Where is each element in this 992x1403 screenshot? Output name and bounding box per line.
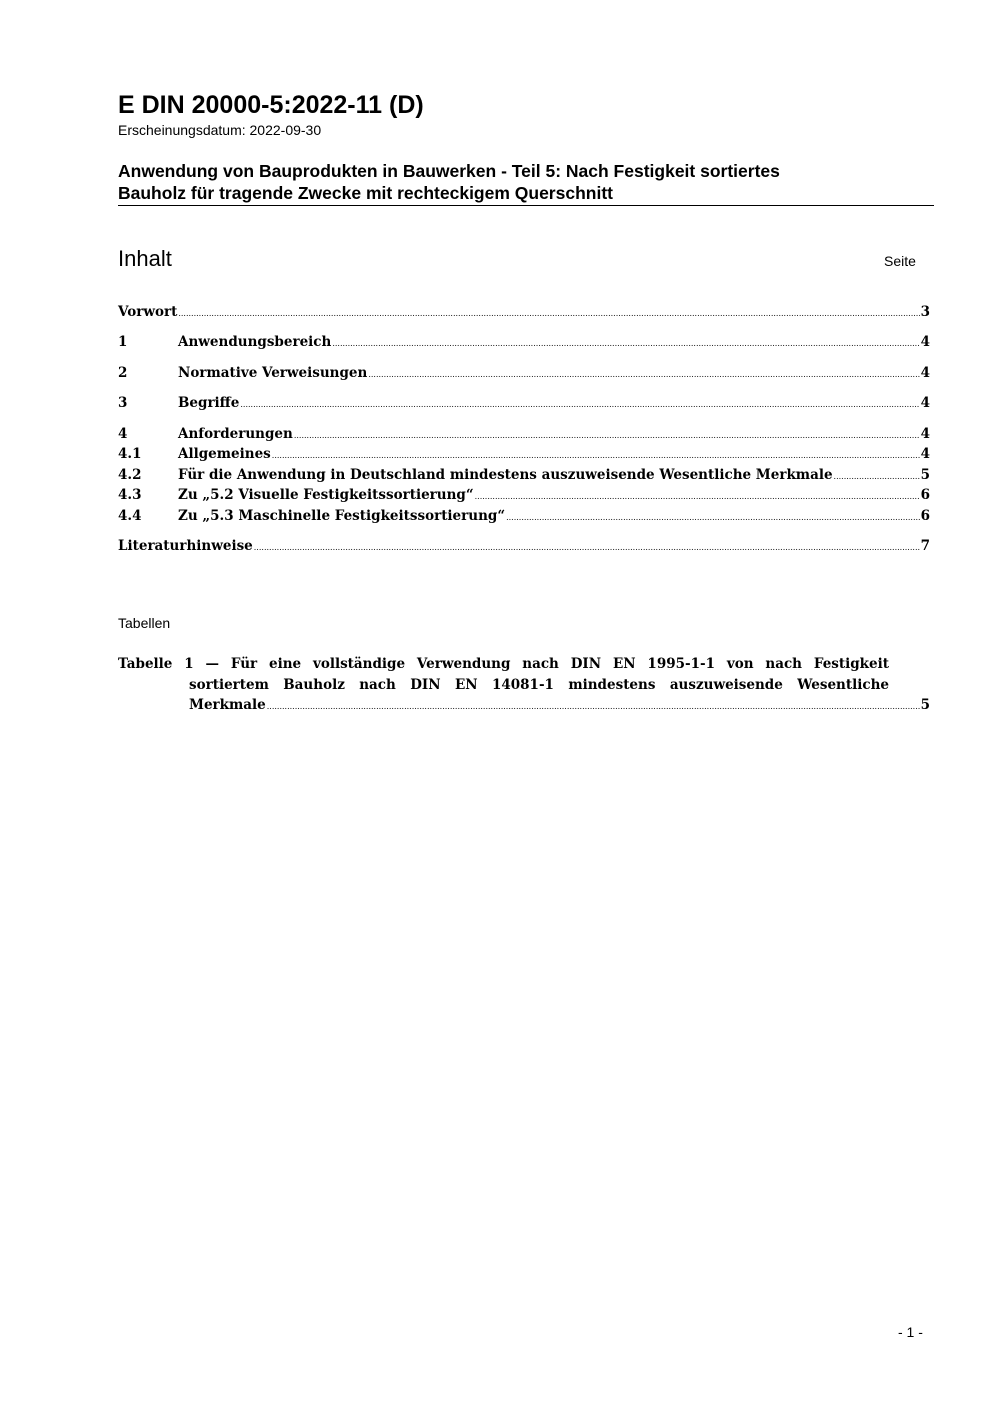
toc-entry-normative-verweisungen[interactable] bbox=[118, 363, 930, 383]
toc-entry-text: Für die Anwendung in Deutschland mindestens auszuweisende Wesentliche Merkmale bbox=[178, 467, 833, 483]
toc-leader-dots bbox=[272, 444, 920, 466]
toc-entry-page: 4 bbox=[920, 426, 930, 442]
toc-entry-number: 4.1 bbox=[118, 446, 142, 462]
toc-entry-number: 1 bbox=[118, 334, 128, 350]
toc-leader-dots bbox=[254, 536, 920, 558]
table-entry-page: 5 bbox=[920, 697, 930, 713]
toc-entry-page: 7 bbox=[920, 538, 930, 554]
publication-date: Erscheinungsdatum: 2022-09-30 bbox=[118, 122, 322, 138]
toc-entry-page: 6 bbox=[920, 487, 930, 503]
toc-entry-number: 4.3 bbox=[118, 487, 142, 503]
toc-leader-dots bbox=[332, 332, 919, 354]
toc-entry-page: 4 bbox=[920, 395, 930, 411]
toc-heading: Inhalt bbox=[118, 246, 172, 271]
toc-entry-allgemeines[interactable] bbox=[118, 444, 930, 464]
toc-entry-maschinelle-sortierung[interactable] bbox=[118, 506, 930, 526]
document-id: E DIN 20000-5:2022-11 (D) bbox=[118, 91, 424, 119]
toc-entry-page: 6 bbox=[920, 508, 930, 524]
toc-leader-dots bbox=[834, 465, 920, 487]
toc-leader-dots bbox=[506, 506, 920, 528]
toc-entry-text: Begriffe bbox=[178, 395, 240, 411]
table-entry-line-2: sortiertem Bauholz nach DIN EN 14081-1 mindestens auszuweisende Wesentliche bbox=[189, 676, 889, 693]
toc-entry-anwendungsbereich[interactable] bbox=[118, 332, 930, 352]
toc-entry-text: Anforderungen bbox=[178, 426, 293, 442]
toc-entry-vorwort[interactable] bbox=[118, 302, 930, 322]
tables-heading: Tabellen bbox=[118, 615, 171, 631]
toc-entry-page: 4 bbox=[920, 334, 930, 350]
toc-leader-dots bbox=[368, 363, 919, 385]
toc-entry-number: 3 bbox=[118, 395, 128, 411]
toc-entry-number: 4.4 bbox=[118, 508, 142, 524]
title-divider bbox=[118, 205, 934, 206]
toc-leader-dots bbox=[178, 302, 919, 324]
toc-entry-text: Normative Verweisungen bbox=[178, 365, 368, 381]
toc-entry-page: 3 bbox=[920, 304, 930, 320]
document-title bbox=[118, 160, 918, 204]
toc-entry-text: Vorwort bbox=[118, 304, 178, 320]
page-number: - 1 - bbox=[898, 1324, 923, 1340]
table-entry-text: Merkmale bbox=[189, 697, 266, 713]
document-title-line-1: Anwendung von Bauprodukten in Bauwerken - Teil 5: Nach Festigkeit sortiertes bbox=[118, 161, 780, 181]
table-entry-line-3 bbox=[189, 695, 930, 718]
toc-leader-dots bbox=[267, 695, 920, 718]
toc-entry-text: Literaturhinweise bbox=[118, 538, 253, 554]
toc-entry-page: 4 bbox=[920, 365, 930, 381]
toc-entry-page: 5 bbox=[920, 467, 930, 483]
toc-entry-text: Allgemeines bbox=[178, 446, 271, 462]
toc-entry-begriffe[interactable] bbox=[118, 393, 930, 413]
toc-entry-visuelle-sortierung[interactable] bbox=[118, 485, 930, 505]
table-list-entry-1[interactable] bbox=[118, 654, 930, 718]
toc-entry-wesentliche-merkmale[interactable] bbox=[118, 465, 930, 485]
toc-page-column-label: Seite bbox=[884, 253, 916, 269]
toc-entry-anforderungen[interactable] bbox=[118, 424, 930, 444]
toc-leader-dots bbox=[294, 424, 920, 446]
toc-leader-dots bbox=[240, 393, 919, 415]
toc-entry-number: 4.2 bbox=[118, 467, 142, 483]
toc-entry-number: 2 bbox=[118, 365, 128, 381]
toc-leader-dots bbox=[475, 485, 920, 507]
toc-entry-text: Zu „5.2 Visuelle Festigkeitssortierung“ bbox=[178, 487, 474, 503]
toc-entry-page: 4 bbox=[920, 446, 930, 462]
document-title-line-2: Bauholz für tragende Zwecke mit rechteckigem Querschnitt bbox=[118, 183, 613, 203]
toc-entry-literaturhinweise[interactable] bbox=[118, 536, 930, 556]
table-entry-line-1: Tabelle 1 — Für eine vollständige Verwendung nach DIN EN 1995-1-1 von nach Festigkeit bbox=[118, 656, 889, 672]
toc-entry-text: Zu „5.3 Maschinelle Festigkeitssortierung“ bbox=[178, 508, 506, 524]
toc-entry-text: Anwendungsbereich bbox=[178, 334, 332, 350]
toc-entry-number: 4 bbox=[118, 426, 128, 442]
